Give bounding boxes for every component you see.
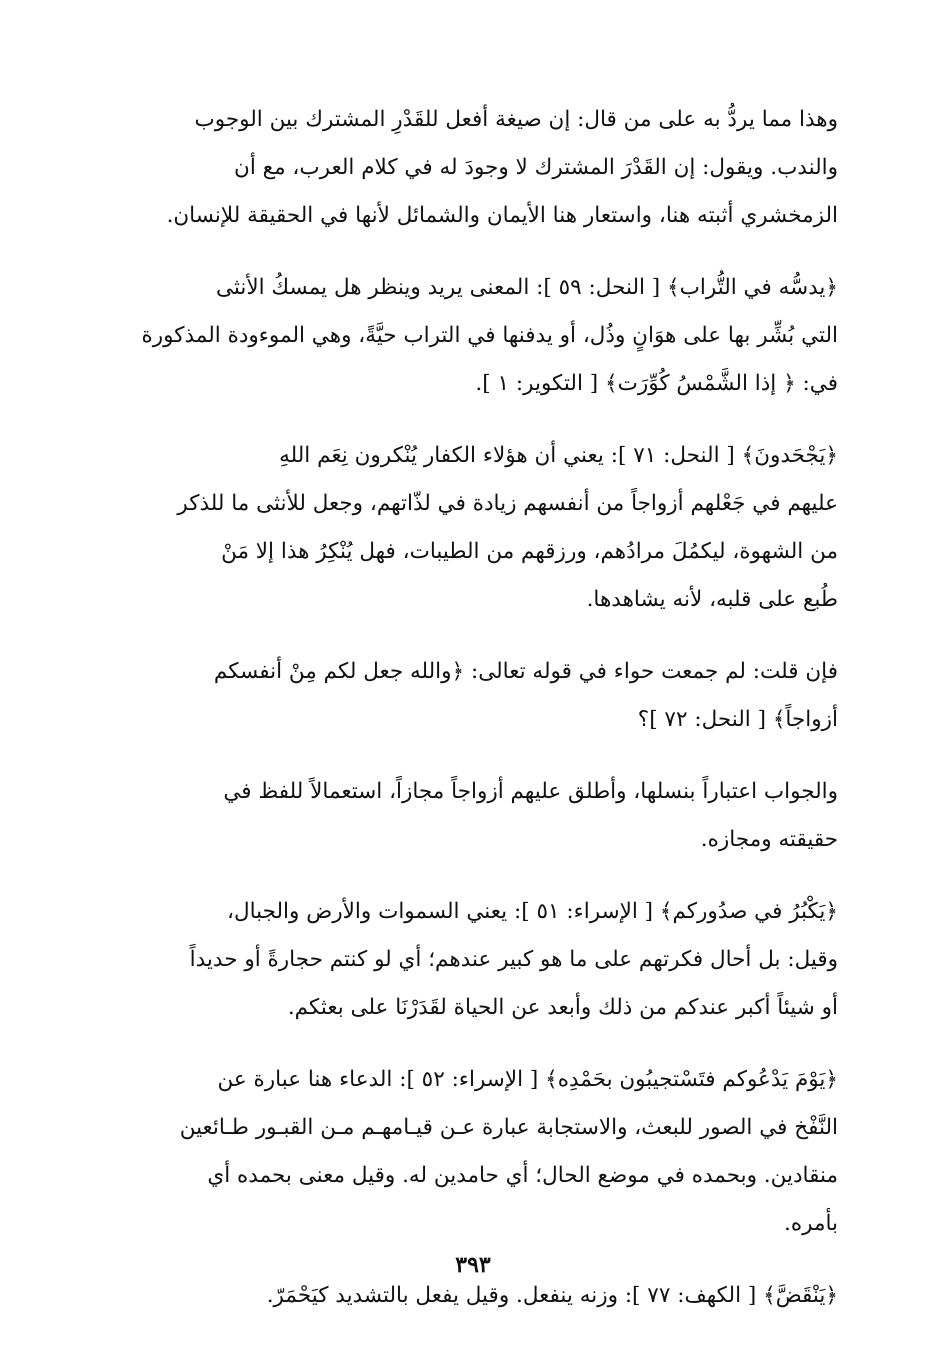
text-line: في: ﴿ إذا الشَّمْسُ كُوِّرَت﴾ [ التكوير: ١ ]. [475, 371, 838, 396]
paragraph-7 [108, 1056, 838, 1248]
paragraph-1 [108, 96, 838, 240]
text-line: وهذا مما يردُّ به على من قال: إن صيغة أفعل للقَدْرِ المشترك بين الوجوب [194, 107, 838, 132]
text-line: التي بُشِّر بها على هوَانٍ وذُل، أو يدفنها في التراب حيَّةً، وهي الموءودة المذكورة [141, 323, 838, 348]
paragraph-5 [108, 768, 838, 864]
text-line: وقيل: بل أحال فكرتهم على ما هو كبير عندهم؛ أي لو كنتم حجارةً أو حديداً [189, 947, 838, 972]
text-line: ﴿يَكْبُرُ في صدُوركم﴾ [ الإسراء: ٥١ ]: يعني السموات والأرض والجبال، [227, 899, 838, 924]
paragraph-2 [108, 264, 838, 408]
text-line: طُبع على قلبه، لأنه يشاهدها. [586, 587, 838, 612]
text-line: النَّفْخ في الصور للبعث، والاستجابة عبارة عـن قيـامهـم مـن القبـور طـائعين [179, 1115, 838, 1140]
text-line: ﴿يَنْقَضَّ﴾ [ الكهف: ٧٧ ]: وزنه ينفعل. وقيل يفعل بالتشديد كيَحْمَرّ. [266, 1283, 838, 1308]
text-line: والندب. ويقول: إن القَدْرَ المشترك لا وجودَ له في كلام العرب، مع أن [234, 155, 838, 180]
text-line: منقادين. وبحمده في موضع الحال؛ أي حامدين له. وقيل معنى بحمده أي [207, 1163, 838, 1188]
text-line: والجواب اعتباراً بنسلها، وأطلق عليهم أزواجاً مجازاً، استعمالاً للفظ في [223, 779, 838, 804]
text-line: أو شيئاً أكبر عندكم من ذلك وأبعد عن الحياة لقَدَرْنَا على بعثكم. [287, 995, 838, 1020]
text-line: الزمخشري أثبته هنا، واستعار هنا الأيمان والشمائل لأنها في الحقيقة للإنسان. [166, 203, 838, 228]
paragraph-8 [108, 1272, 838, 1320]
paragraph-4 [108, 648, 838, 744]
page-number: ٣٩٣ [455, 1252, 491, 1278]
text-line: ﴿يَوْمَ يَدْعُوكم فتَسْتجيبُون بحَمْدِه﴾ [ الإسراء: ٥٢ ]: الدعاء هنا عبارة عن [217, 1067, 838, 1092]
paragraph-3 [108, 432, 838, 624]
text-line: بأمره. [783, 1211, 838, 1236]
text-line: ﴿يدسُّه في التُّراب﴾ [ النحل: ٥٩ ]: المعنى يريد وينظر هل يمسكُ الأنثى [215, 275, 838, 300]
paragraph-6 [108, 888, 838, 1032]
text-line: فإن قلت: لم جمعت حواء في قوله تعالى: ﴿والله جعل لكم مِنْ أنفسكم [213, 659, 838, 684]
text-line: من الشهوة، ليكمُلَ مرادُهم، ورزقهم من الطيبات، فهل يُنْكِرُ هذا إلا مَنْ [221, 539, 838, 564]
text-line: حقيقته ومجازه. [700, 827, 838, 852]
text-line: عليهم في جَعْلهم أزواجاً من أنفسهم زيادة في لذّاتهم، وجعل للأنثى ما للذكر [177, 491, 838, 516]
text-line: ﴿يَجْحَدونَ﴾ [ النحل: ٧١ ]: يعني أن هؤلاء الكفار يُنْكرون نِعَم اللهِ [279, 443, 838, 468]
page-body [108, 96, 838, 1344]
text-line: أزواجاً﴾ [ النحل: ٧٢ ]؟ [637, 707, 838, 732]
